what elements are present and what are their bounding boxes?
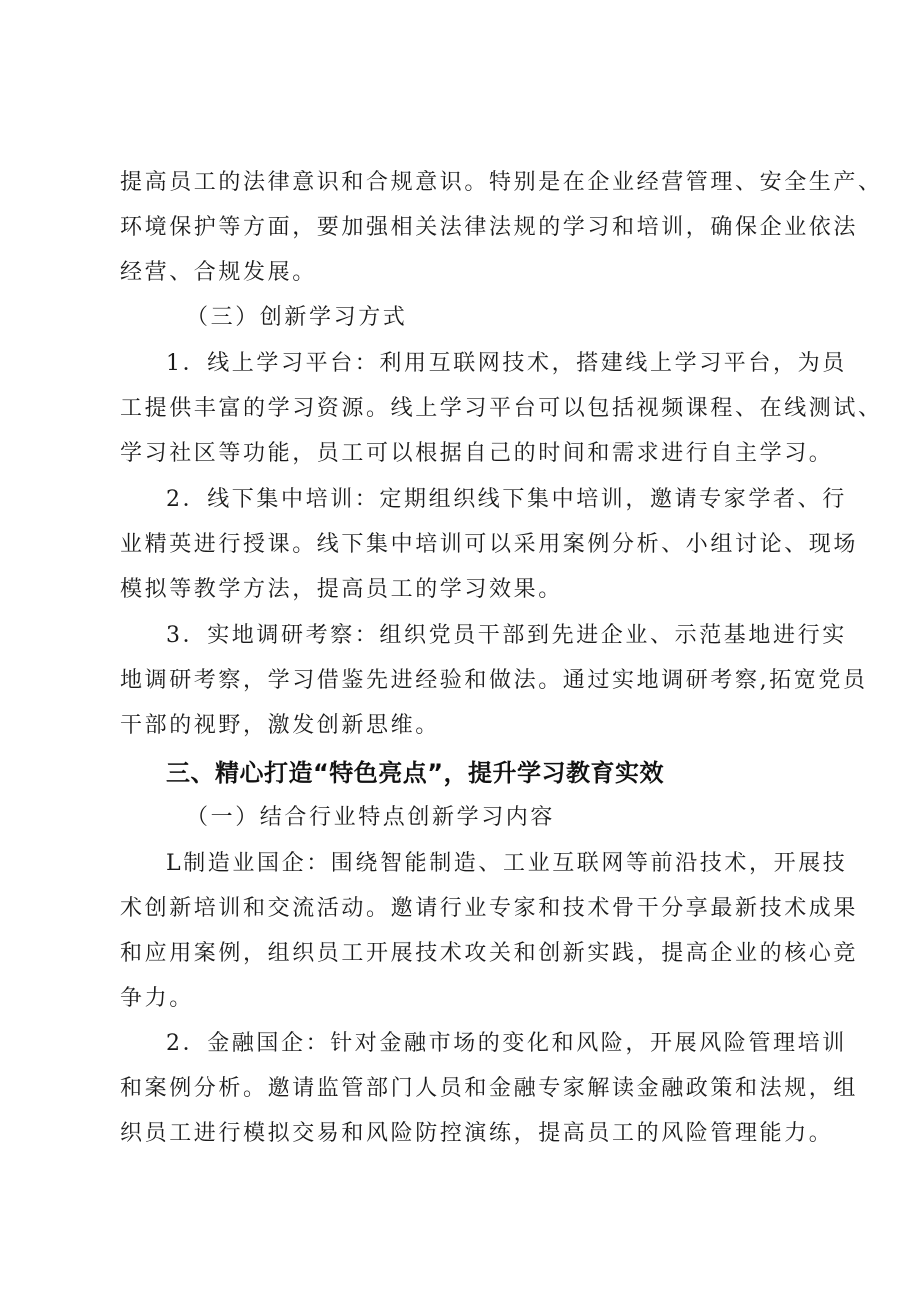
paragraph-line: 织员工进行模拟交易和风险防控演练，提高员工的风险管理能力。 bbox=[120, 1121, 834, 1146]
paragraph-line: 经营、合规发展。 bbox=[120, 260, 317, 285]
paragraph-line: 业精英进行授课。线下集中培训可以采用案例分析、小组讨论、现场 bbox=[120, 532, 859, 557]
paragraph-line: 术创新培训和交流活动。邀请行业专家和技术骨干分享最新技术成果 bbox=[120, 896, 859, 921]
paragraph-line: 模拟等教学方法，提高员工的学习效果。 bbox=[120, 577, 563, 602]
paragraph-line: 1．线上学习平台：利用互联网技术，搭建线上学习平台，为员 bbox=[166, 351, 847, 376]
paragraph-line: 工提供丰富的学习资源。线上学习平台可以包括视频课程、在线测试、 bbox=[120, 396, 883, 421]
paragraph-line: 环境保护等方面，要加强相关法律法规的学习和培训，确保企业依法 bbox=[120, 215, 859, 240]
paragraph-line: 3．实地调研考察：组织党员干部到先进企业、示范基地进行实 bbox=[166, 623, 847, 648]
paragraph-line: 2．线下集中培训：定期组织线下集中培训，邀请专家学者、行 bbox=[166, 487, 847, 512]
paragraph-line: 争力。 bbox=[120, 986, 194, 1011]
paragraph-line: 提高员工的法律意识和合规意识。特别是在企业经营管理、安全生产、 bbox=[120, 170, 883, 195]
paragraph-line: 学习社区等功能，员工可以根据自己的时间和需求进行自主学习。 bbox=[120, 441, 834, 466]
paragraph-line: 2．金融国企：针对金融市场的变化和风险，开展风险管理培训 bbox=[166, 1031, 847, 1056]
paragraph-line: 干部的视野，激发创新思维。 bbox=[120, 713, 440, 738]
section-heading: 三、精心打造“特色亮点”，提升学习教育实效 bbox=[166, 759, 665, 787]
paragraph-line: L制造业国企：围绕智能制造、工业互联网等前沿技术，开展技 bbox=[166, 851, 848, 876]
paragraph-line: 和案例分析。邀请监管部门人员和金融专家解读金融政策和法规，组 bbox=[120, 1076, 859, 1101]
paragraph-line: 和应用案例，组织员工开展技术攻关和创新实践，提高企业的核心竞 bbox=[120, 941, 859, 966]
section-subheading: （三）创新学习方式 bbox=[186, 305, 408, 330]
paragraph-line: 地调研考察，学习借鉴先进经验和做法。通过实地调研考察,拓宽党员 bbox=[120, 668, 868, 693]
section-subheading: （一）结合行业特点创新学习内容 bbox=[186, 805, 556, 830]
